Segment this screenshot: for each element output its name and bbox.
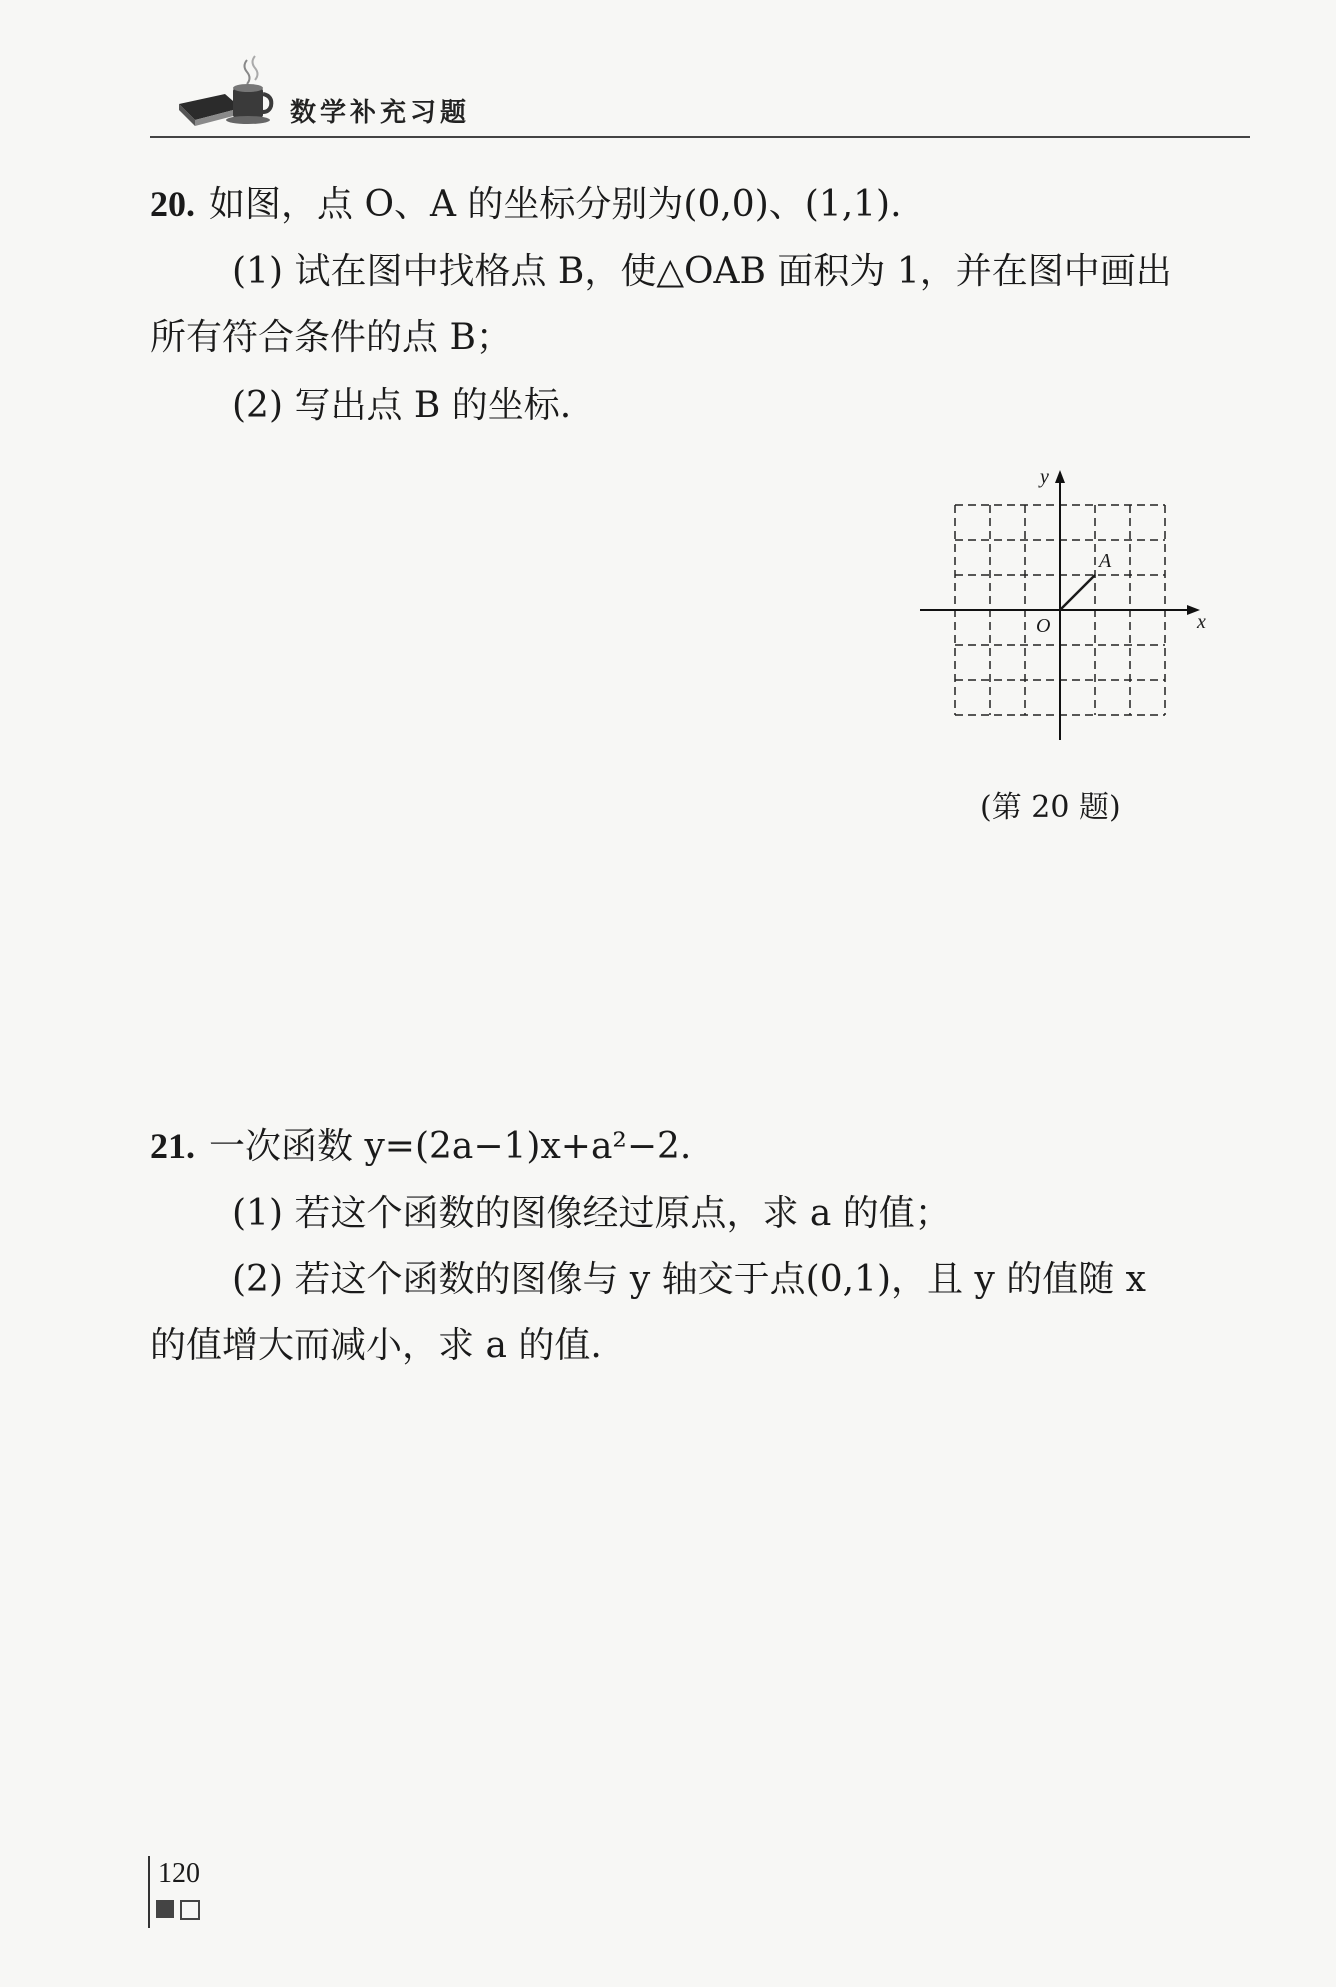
q20-part1-line1: (1) 试在图中找格点 B，使△OAB 面积为 1，并在图中画出 <box>232 251 1172 292</box>
running-title: 数学补充习题 <box>290 98 471 128</box>
q21-stem: 一次函数 y=(2a−1)x+a²−2. <box>209 1126 692 1167</box>
q20-stem: 如图，点 O、A 的坐标分别为(0,0)、(1,1). <box>209 184 902 225</box>
page-number: 120 <box>158 1858 200 1889</box>
y-axis-label: y <box>1040 470 1049 488</box>
q20-coordinate-grid-figure <box>905 470 1225 760</box>
q20-part1-line2: 所有符合条件的点 B； <box>150 317 512 358</box>
q20-figure-caption: (第 20 题) <box>980 790 1121 825</box>
q21-part2-line2: 的值增大而减小，求 a 的值. <box>150 1325 602 1366</box>
q20-part2: (2) 写出点 B 的坐标. <box>232 385 572 426</box>
axes <box>920 470 1200 740</box>
book-and-cup-logo-icon <box>175 52 285 132</box>
segment-oa <box>1060 575 1095 610</box>
header-rule <box>150 136 1250 138</box>
footer-bar <box>148 1856 150 1928</box>
point-a-label: A <box>1099 550 1112 572</box>
x-axis-label: x <box>1197 611 1206 633</box>
filled-square-icon <box>156 1900 174 1918</box>
y-axis-arrow-icon <box>1055 470 1065 483</box>
q21-stem-line <box>150 1120 691 1173</box>
origin-label: O <box>1036 615 1051 637</box>
q21-number: 21. <box>150 1126 195 1166</box>
page-header <box>150 40 1250 140</box>
empty-square-icon <box>180 1900 200 1920</box>
q21-part1: (1) 若这个函数的图像经过原点，求 a 的值； <box>232 1193 951 1234</box>
q20-stem-line <box>150 178 902 231</box>
q21-part2-line1: (2) 若这个函数的图像与 y 轴交于点(0,1)，且 y 的值随 x <box>232 1259 1146 1300</box>
q20-number: 20. <box>150 184 195 224</box>
